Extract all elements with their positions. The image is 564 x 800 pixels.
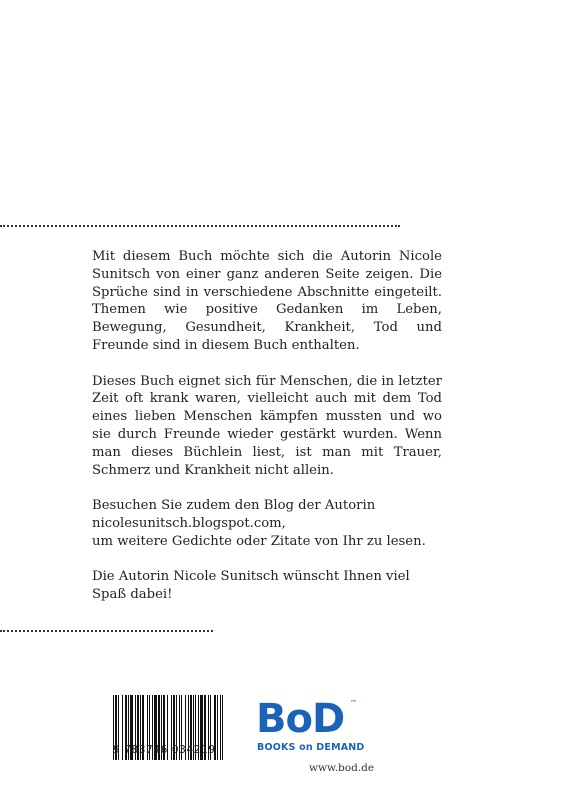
bod-wordmark: BoD: [256, 696, 345, 742]
dotted-divider-top: [0, 225, 400, 227]
blurb-paragraph-3: [92, 497, 442, 550]
blog-intro-text: Besuchen Sie zudem den Blog der Autorin: [92, 498, 376, 514]
back-cover-blurb: [92, 248, 442, 622]
trademark-symbol: ™: [350, 699, 357, 707]
isbn-digits: 9 783746 034219: [113, 744, 216, 756]
blog-url-text: nicolesunitsch.blogspot.com,: [92, 515, 286, 531]
blurb-paragraph-2: Dieses Buch eignet sich für Menschen, die in letzter Zeit oft krank waren, vielleicht auch mit dem Tod eines lieben Menschen kämpfen mussten und wo sie durch Freunde wieder gestärkt wurden. Wenn man dieses Büchlein liest, ist man mit Trauer, Schmerz und Krankheit nicht allein.: [92, 373, 442, 478]
dotted-divider-bottom: [0, 630, 213, 632]
bod-logo: [256, 696, 366, 744]
publisher-url: www.bod.de: [309, 762, 375, 774]
blurb-paragraph-4: Die Autorin Nicole Sunitsch wünscht Ihnen viel Spaß dabei!: [92, 569, 410, 603]
bod-tagline: BOOKS on DEMAND: [257, 742, 365, 753]
blurb-paragraph-1: Mit diesem Buch möchte sich die Autorin Nicole Sunitsch von einer ganz anderen Seite zeigen. Die Sprüche sind in verschiedene Abschnitte eingeteilt. Themen wie positive Gedanken im Leben, Bewegung, Gesundheit, Krankheit, Tod und Freunde sind in diesem Buch enthalten.: [92, 249, 442, 353]
blog-invite-text: um weitere Gedichte oder Zitate von Ihr zu lesen.: [92, 533, 426, 549]
